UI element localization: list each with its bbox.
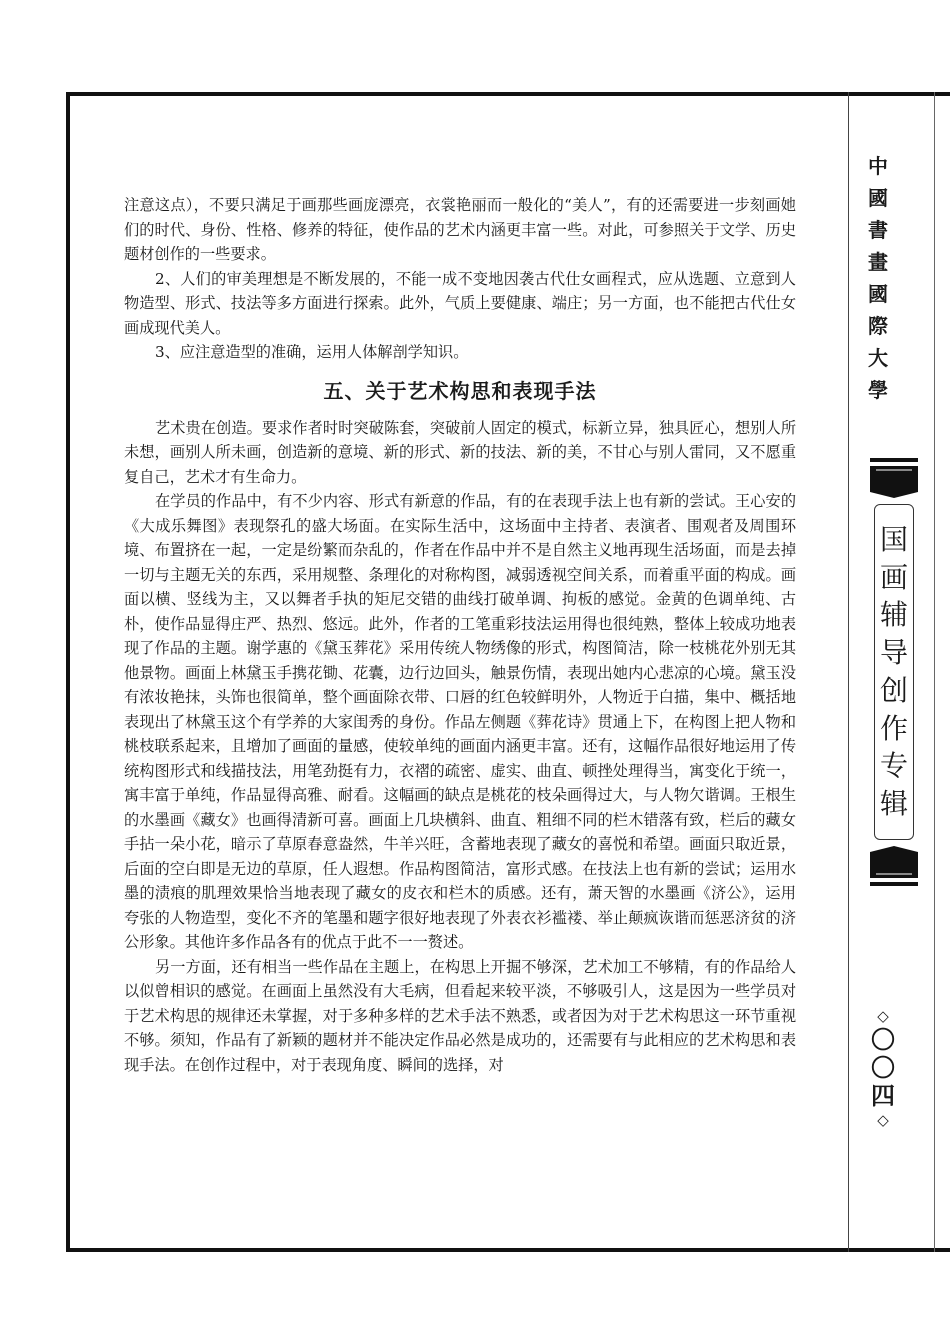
- paragraph: 另一方面，还有相当一些作品在主题上，在构思上开掘不够深，艺术加工不够精，有的作品给人以似曾相识的感觉。在画面上虽然没有大毛病，但看起来较平淡，不够吸引人，这是因为一些学员对于艺术构思的规律还未掌握，对于多种多样的艺术手法不熟悉，或者因为对于艺术构思这一环节重视不够。须知，作品有了新颖的题材并不能决定作品必然是成功的，还需要有与此相应的艺术构思和表现手法。在创作过程中，对于表现角度、瞬间的选择，对: [124, 957, 796, 1074]
- school-name-char: 大: [868, 346, 888, 370]
- book-title-char: 画: [879, 560, 908, 594]
- book-title-char: 导: [879, 636, 908, 670]
- banner-top-rule: [870, 458, 918, 462]
- school-name-char: 書: [868, 218, 888, 242]
- paragraph-group-bottom: [124, 416, 796, 1078]
- paragraph-group-top: [124, 193, 796, 365]
- banner-bottom-rule: [870, 882, 918, 886]
- book-title-vertical: [874, 504, 914, 840]
- page-number-digits: [871, 1026, 895, 1110]
- page-number-diamond-bottom: ◇: [877, 1111, 889, 1129]
- paragraph: 在学员的作品中，有不少内容、形式有新意的作品，有的在表现手法上也有新的尝试。王心安的《大成乐舞图》表现祭孔的盛大场面。在实际生活中，这场面中主持者、表演者、围观者及周围环境、布置挤在一起，一定是纷繁而杂乱的，作者在作品中并不是自然主义地再现生活场面，而是去掉一切与主题无关的东西，采用规整、条理化的对称构图，减弱透视空间关系，而着重平面的构成。画面以横、竖线为主，又以舞者手执的矩尼交错的曲线打破单调、拘板的感觉。金黄的色调单纯、古朴，使作品显得庄严、热烈、悠远。此外，作者的工笔重彩技法运用得也很纯熟，整体上较成功地表现了作品的主题。谢学惠的《黛玉葬花》采用传统人物绣像的形式，构图简洁，除一枝桃花外别无其他景物。画面上林黛玉手携花锄、花囊，边行边回头，触景伤情，表现出她内心悲凉的心境。黛玉没有浓妆艳抹，头饰也很简单，整个画面除衣带、口唇的红色较鲜明外，人物近于白描，集中、概括地表现出了林黛玉这个有学养的大家闺秀的身份。作品左侧题《葬花诗》贯通上下，在构图上把人物和桃枝联系起来，且增加了画面的量感，使较单纯的画面内涵更丰富。还有，这幅作品很好地运用了传统构图形式和线描技法，用笔劲挺有力，衣褶的疏密、虚实、曲直、顿挫处理得当，寓变化于统一，寓丰富于单纯，作品显得高雅、耐看。这幅画的缺点是桃花的枝朵画得过大，与人物欠谐调。王根生的水墨画《藏女》也画得清新可喜。画面上几块横斜、曲直、粗细不同的栏木错落有致，栏后的藏女手拈一朵小花，暗示了草原春意盎然，牛羊兴旺，含蓄地表现了藏女的喜悦和希望。画面只取近景，后面的空白即是无边的草原，任人遐想。作品构图简洁，富形式感。在技法上也有新的尝试；运用水墨的渍痕的肌理效果恰当地表现了藏女的皮衣和栏木的质感。还有，萧天智的水墨画《济公》，运用夸张的人物造型，变化不齐的笔墨和题字很好地表现了外表衣衫褴褛、举止颠疯诙谐而惩恶济贫的济公形象。其他许多作品各有的优点于此不一一赘述。: [124, 492, 796, 951]
- page-number-digit: 〇: [871, 1054, 895, 1082]
- book-title-char: 作: [879, 711, 908, 745]
- page-number-digit: 四: [871, 1082, 895, 1110]
- book-title-char: 创: [879, 673, 908, 707]
- school-name-vertical: [866, 150, 890, 406]
- section-title: 五、关于艺术构思和表现手法: [323, 378, 597, 403]
- school-name-char: 國: [868, 282, 888, 306]
- book-title-char: 专: [879, 749, 908, 783]
- book-title-char: 辑: [879, 786, 908, 820]
- paragraph: 2、人们的审美理想是不断发展的，不能一成不变地因袭古代仕女画程式，应从选题、立意到人物造型、形式、技法等多方面进行探索。此外，气质上要健康、端庄；另一方面，也不能把古代仕女画成现代美人。: [124, 269, 796, 337]
- paragraph: 注意这点），不要只满足于画那些画庞漂亮，衣裳艳丽而一般化的“美人”，有的还需要进一步刻画她们的时代、身份、性格、修养的特征，使作品的艺术内涵更丰富一些。对此，可参照关于文学、历史题材创作的一些要求。: [124, 196, 796, 263]
- school-name-char: 學: [868, 378, 888, 402]
- article-body: [124, 193, 796, 1077]
- school-name-char: 中: [868, 154, 888, 178]
- banner-bottom-cap: [870, 846, 918, 878]
- paragraph: 3、应注意造型的准确，运用人体解剖学知识。: [155, 343, 469, 361]
- book-title-banner: [868, 458, 922, 886]
- paragraph: 艺术贵在创造。要求作者时时突破陈套，突破前人固定的模式，标新立异，独具匠心，想别人所未想，画别人所未画，创造新的意境、新的形式、新的技法、新的美，不甘心与别人雷同，又不愿重复自己，艺术才有生命力。: [124, 418, 796, 486]
- school-name-char: 際: [868, 314, 888, 338]
- page-number-diamond-top: ◇: [877, 1007, 889, 1025]
- page-number: [868, 1006, 898, 1130]
- banner-top-cap: [870, 466, 918, 498]
- page-number-digit: 〇: [871, 1026, 895, 1054]
- book-title-char: 国: [879, 523, 908, 556]
- book-title-char: 辅: [879, 598, 908, 632]
- school-name-char: 國: [868, 186, 888, 210]
- school-name-char: 畫: [868, 250, 888, 274]
- right-edge-line: [934, 92, 935, 1252]
- sidebar-divider-line: [848, 92, 849, 1252]
